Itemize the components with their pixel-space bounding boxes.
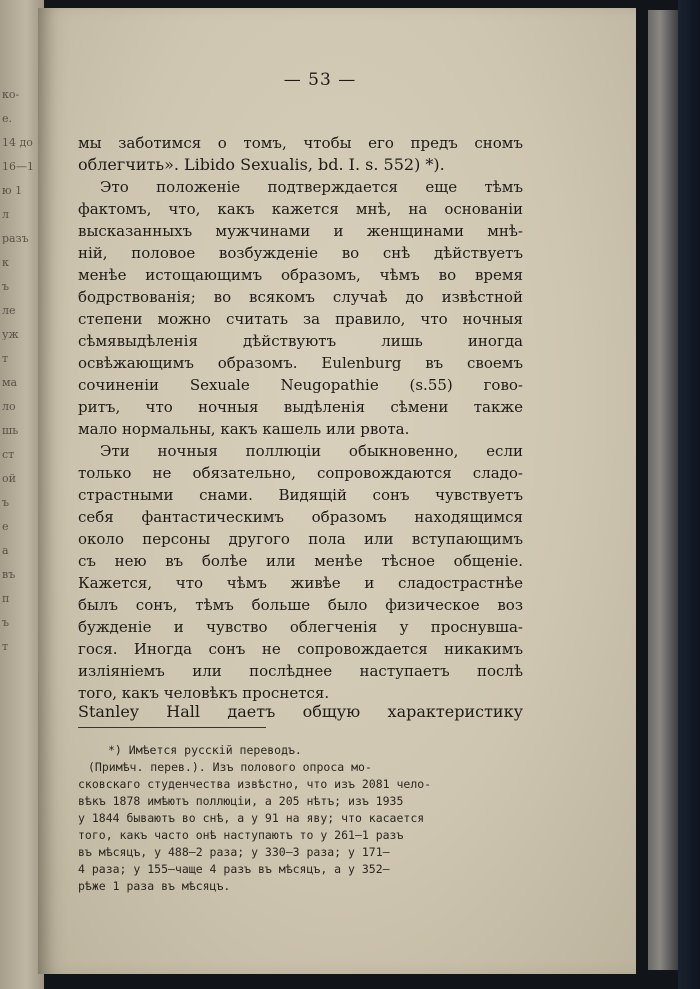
left-page-fragment: e.	[2, 114, 13, 124]
text-line: мало нормальны, какъ кашель или рвота.	[78, 420, 410, 438]
left-page-fragment: ю 1	[2, 186, 23, 196]
text-line: степени можно считать за правило, что ночныя	[78, 310, 523, 328]
left-page-fragment: ой	[2, 474, 16, 484]
book-cover-edge	[678, 0, 700, 989]
footnote-line: у 1844 бываютъ во снѣ, а у 91 на яву; что касается	[78, 811, 425, 825]
text-line: мы заботимся о томъ, чтобы его предъ сномъ	[78, 134, 523, 152]
left-page-fragment: шь	[2, 426, 19, 436]
text-line: того, какъ человѣкъ проснется.	[78, 684, 330, 702]
footnote-line: въ мѣсяцъ, у 488—2 раза; у 330—3 раза; у 171—	[78, 845, 390, 859]
text-line: облегчить». Libido Sexualis, bd. I. s. 552) *).	[78, 155, 445, 174]
footnote-line: вѣкъ 1878 имѣютъ поллюцiи, а 205 нѣтъ; изъ 1935	[78, 794, 404, 808]
left-page-fragment: а	[2, 546, 9, 556]
footnote-line: *) Имѣется русскiй переводъ.	[108, 743, 302, 757]
left-page-fragment: е	[2, 522, 9, 532]
left-page-fragment: 14 до	[2, 138, 33, 148]
left-page-fragment: т	[2, 642, 9, 652]
left-page-fragment: уж	[2, 330, 19, 340]
book-page	[38, 8, 636, 974]
text-line: сѣмявыдѣленiя дѣйствуютъ лишь иногда	[78, 332, 523, 350]
footnote-line: (Примѣч. перев.). Изъ полового опроса мо-	[88, 760, 372, 774]
text-line: высказанныхъ мужчинами и женщинами мнѣ-	[78, 222, 523, 240]
left-page-fragment: ко-	[2, 90, 20, 100]
footnote-divider	[78, 727, 266, 728]
text-line: гося. Иногда сонъ не сопровождается никакимъ	[78, 640, 523, 658]
text-line: бужденiе и чувство облегченiя у проснувша-	[78, 618, 523, 636]
left-page-fragment: п	[2, 594, 10, 604]
footnote-line: сковскаго студенчества извѣстно, что изъ 2081 чело-	[78, 777, 432, 791]
page-block-edge	[648, 10, 678, 970]
left-page-fragment: л	[2, 210, 9, 220]
left-page-fragment: разъ	[2, 234, 29, 244]
text-line: былъ сонъ, тѣмъ больше было физическое воз	[78, 596, 523, 614]
text-line: Это положенiе подтверждается еще тѣмъ	[100, 178, 523, 196]
left-page-fragment: ст	[2, 450, 15, 460]
text-line: освѣжающимъ образомъ. Eulenburg въ своемъ	[78, 354, 523, 372]
text-line: съ нею въ болѣе или менѣе тѣсное общенiе.	[78, 552, 523, 570]
text-line: ритъ, что ночныя выдѣленiя сѣмени также	[78, 398, 523, 416]
text-line: изліянiемъ или послѣднее наступаетъ послѣ	[78, 662, 523, 680]
left-page-fragment: к	[2, 258, 9, 268]
left-page-fragment: ма	[2, 378, 18, 388]
text-line: Эти ночныя поллюцiи обыкновенно, если	[100, 442, 523, 460]
text-line: менѣе истощающимъ образомъ, чѣмъ во время	[78, 266, 523, 284]
footnote-line: 4 раза; у 155—чаще 4 разъ въ мѣсяцъ, а у 352—	[78, 862, 390, 876]
text-line: около персоны другого пола или вступающимъ	[78, 530, 523, 548]
left-page-fragment: ъ	[2, 618, 9, 628]
footnote-line: рѣже 1 раза въ мѣсяцъ.	[78, 879, 231, 893]
text-line: Кажется, что чѣмъ живѣе и сладострастнѣе	[78, 574, 523, 592]
left-page-fragment: 16—1	[2, 162, 34, 172]
left-page-fragment: т	[2, 354, 9, 364]
left-page-fragment: ло	[2, 402, 16, 412]
left-page-fragment: ле	[2, 306, 16, 316]
text-line: Stanley Hall даетъ общую характеристику	[78, 702, 523, 721]
left-page-fragment: въ	[2, 570, 16, 580]
text-line: сочиненiи Sexuale Neugopathie (s.55) гово-	[78, 376, 523, 394]
text-line: себя фантастическимъ образомъ находящимся	[78, 508, 523, 526]
text-line: страстными снами. Видящiй сонъ чувствуетъ	[78, 486, 523, 504]
text-line: нiй, половое возбужденiе во снѣ дѣйствуетъ	[78, 244, 523, 262]
left-page-fragment: ъ	[2, 498, 9, 508]
text-line: только не обязательно, сопровождаются сладо-	[78, 464, 523, 482]
footnote-line: того, какъ часто онѣ наступаютъ то у 261—1 разъ	[78, 828, 404, 842]
text-line: фактомъ, что, какъ кажется мнѣ, на основанiи	[78, 200, 523, 218]
left-page-fragment: ъ	[2, 282, 9, 292]
text-line: бодрствованiя; во всякомъ случаѣ до извѣстной	[78, 288, 523, 306]
page-number: — 53 —	[283, 70, 357, 90]
